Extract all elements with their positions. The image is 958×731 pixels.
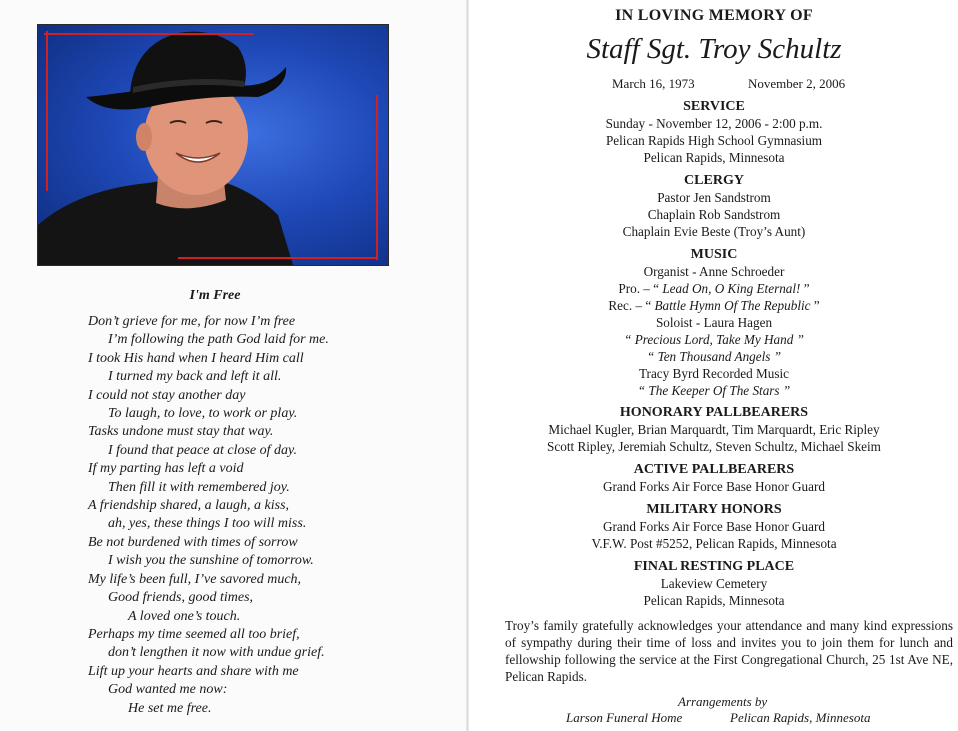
poem-line: A loved one’s touch. [128, 608, 241, 624]
poem-line: Be not burdened with times of sorrow [88, 534, 298, 550]
poem-line: I took His hand when I heard Him call [88, 350, 304, 366]
poem-line: My life’s been full, I’ve savored much, [88, 571, 302, 587]
active-pallbearers-section [470, 461, 958, 495]
poem-line: I’m following the path God laid for me. [108, 332, 329, 348]
honorary-heading: HONORARY PALLBEARERS [619, 405, 809, 420]
portrait-illustration [38, 25, 388, 265]
clergy-heading: CLERGY [684, 173, 744, 188]
prelude-line: Pro. – “ Lead On, O King Eternal! ” [618, 281, 810, 296]
poem-line: Don’t grieve for me, for now I’m free [88, 314, 296, 329]
poem [88, 313, 458, 718]
poem-line: Lift up your hearts and share with me [88, 663, 299, 679]
family-acknowledgement: Troy’s family gratefully acknowledges your attendance and many kind expressions of sympathy during their time of loss and invites you to join them for lunch and fellowship following the service at the First Congregational Church, 25 1st Ave NE, Pelican Rapids. [505, 618, 953, 684]
honorary-pallbearers-section [470, 404, 958, 455]
soloist-line: Soloist - Laura Hagen [655, 315, 773, 330]
poem-line: ah, yes, these things I too will miss. [108, 516, 307, 532]
poem-line: If my parting has left a void [88, 461, 244, 477]
music-section [470, 246, 958, 399]
pallbearer-names: Scott Ripley, Jeremiah Schultz, Steven Schultz, Michael Skeim [547, 439, 881, 454]
poem-line: Good friends, good times, [108, 590, 254, 606]
clergy-line: Chaplain Evie Beste (Troy’s Aunt) [622, 224, 806, 239]
resting-line: Pelican Rapids, Minnesota [643, 593, 785, 608]
clergy-line: Chaplain Rob Sandstrom [647, 207, 781, 222]
poem-title: I'm Free [189, 288, 241, 303]
recessional-line: Rec. – “ Battle Hymn Of The Republic ” [608, 298, 820, 313]
clergy-section [470, 172, 958, 240]
poem-line: God wanted me now: [108, 682, 228, 698]
memorial-photo [38, 25, 388, 265]
song-title: “ Ten Thousand Angels ” [646, 349, 782, 364]
active-line: Grand Forks Air Force Base Honor Guard [603, 479, 825, 494]
clergy-line: Pastor Jen Sandstrom [657, 190, 771, 205]
song-title: “ Precious Lord, Take My Hand ” [624, 332, 804, 347]
funeral-home-name: Larson Funeral Home [566, 710, 683, 725]
military-line: Grand Forks Air Force Base Honor Guard [603, 519, 825, 534]
poem-line: I wish you the sunshine of tomorrow. [108, 553, 314, 569]
deceased-name: Staff Sgt. Troy Schultz [586, 33, 842, 65]
music-heading: MUSIC [690, 247, 738, 262]
birth-date: March 16, 1973 [612, 76, 695, 91]
poem-line: don’t lengthen it now with undue grief. [108, 645, 325, 661]
military-line: V.F.W. Post #5252, Pelican Rapids, Minnesota [591, 536, 837, 551]
song-title: “ The Keeper Of The Stars ” [637, 383, 791, 398]
recorded-music-line: Tracy Byrd Recorded Music [638, 366, 790, 381]
poem-line: He set me free. [128, 700, 212, 716]
poem-line: Tasks undone must stay that way. [88, 424, 274, 440]
military-heading: MILITARY HONORS [646, 502, 782, 517]
service-line: Sunday - November 12, 2006 - 2:00 p.m. [605, 116, 823, 131]
service-heading: SERVICE [683, 99, 745, 114]
resting-line: Lakeview Cemetery [660, 576, 768, 591]
service-line: Pelican Rapids, Minnesota [643, 150, 785, 165]
resting-place-section [470, 558, 958, 609]
poem-line: Perhaps my time seemed all too brief, [88, 626, 300, 642]
death-date: November 2, 2006 [748, 76, 846, 91]
poem-line: I found that peace at close of day. [108, 442, 297, 458]
arrangements-label: Arrangements by [678, 694, 768, 709]
military-honors-section [470, 501, 958, 552]
active-heading: ACTIVE PALLBEARERS [633, 462, 795, 477]
poem-line: A friendship shared, a laugh, a kiss, [88, 498, 290, 514]
resting-heading: FINAL RESTING PLACE [633, 559, 795, 574]
pallbearer-names: Michael Kugler, Brian Marquardt, Tim Marquardt, Eric Ripley [548, 422, 880, 437]
poem-line: Then fill it with remembered joy. [108, 479, 290, 495]
poem-line: I could not stay another day [88, 387, 246, 403]
page-fold [466, 0, 469, 731]
poem-line: I turned my back and left it all. [108, 369, 282, 385]
service-line: Pelican Rapids High School Gymnasium [605, 133, 823, 148]
memorial-heading: IN LOVING MEMORY OF [615, 7, 813, 24]
funeral-home-city: Pelican Rapids, Minnesota [730, 710, 871, 725]
service-section [470, 98, 958, 166]
organist-line: Organist - Anne Schroeder [643, 264, 785, 279]
poem-line: To laugh, to love, to work or play. [108, 406, 298, 422]
